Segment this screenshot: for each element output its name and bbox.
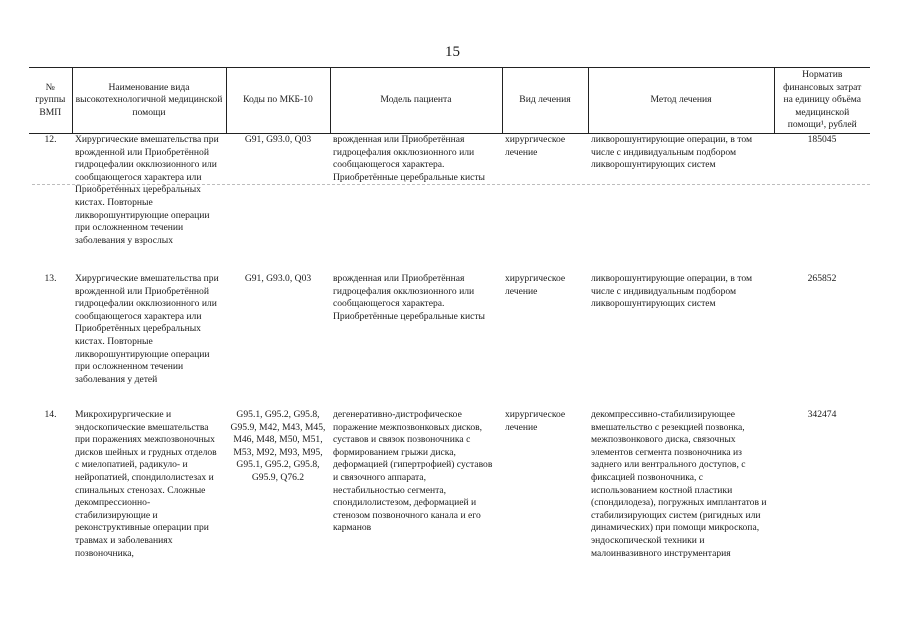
treatment-type: хирургическое лечение (505, 272, 566, 297)
header-method: Метод лечения (588, 68, 774, 134)
row-number: 14. (44, 408, 57, 420)
table-row (29, 133, 870, 273)
table-header-row (29, 68, 870, 134)
header-name: Наименование вида высокотехнологичной медицинской помощи (72, 68, 226, 134)
header-group: № группы ВМП (29, 68, 72, 134)
care-type-name: Хирургические вмешательства при врожденной или Приобретённой гидроцефалии окклюзионного или сообщающегося характера или Приобретённых церебральных кистах. Повторные ликворошунтирующие операции при осложненном течении заболевания у взрослых (75, 133, 219, 246)
table-row (29, 273, 870, 409)
cost-value: 185045 (807, 133, 837, 145)
row-number: 12. (44, 133, 57, 145)
patient-model: дегенеративно-дистрофическое поражение межпозвонковых дисков, суставов и связок позвоночника с формированием грыжи диска, деформацией (гипертрофией) суставов и связочного аппарата, нестабильностью сегмента, спондилолистезом, деформацией и стенозом позвоночного канала и его карманов (333, 408, 493, 534)
care-type-name: Микрохирургические и эндоскопические вмешательства при поражениях межпозвоночных дисков шейных и грудных отделов с миелопатией, радикуло- и нейропатией, спондилолистезах и спинальных стенозах. Сложные декомпрессионно-стабилизирующие и реконструктивные операции при травмах и заболеваниях позвоночника, (75, 408, 217, 559)
icd-codes: G91, G93.0, Q03 (244, 272, 312, 284)
cost-value: 342474 (807, 408, 837, 420)
header-model: Модель пациента (330, 68, 502, 134)
icd-codes: G91, G93.0, Q03 (244, 133, 312, 145)
treatment-type: хирургическое лечение (505, 133, 566, 158)
header-treatment-type: Вид лечения (502, 68, 588, 134)
cost-value: 265852 (807, 272, 837, 284)
page-number: 15 (445, 44, 460, 60)
treatment-type: хирургическое лечение (505, 408, 566, 433)
row-number: 13. (44, 272, 57, 284)
care-type-name: Хирургические вмешательства при врожденной или Приобретённой гидроцефалии окклюзионного или сообщающегося характера или Приобретённых церебральных кистах. Повторные ликворошунтирующие операции при осложненном течении заболевания у детей (75, 272, 219, 385)
scan-artifact-line (32, 184, 870, 185)
table-row (29, 409, 870, 569)
treatment-method: ликворошунтирующие операции, в том числе с индивидуальным подбором ликворошунтирующих систем (591, 133, 753, 171)
vmp-table (29, 67, 870, 569)
icd-codes: G95.1, G95.2, G95.8, G95.9, M42, M43, M45, M46, M48, M50, M51, M53, M92, M93, M95, G95.1, G95.2, G95.8, G95.9, Q76.2 (230, 408, 326, 483)
patient-model: врожденная или Приобретённая гидроцефалия окклюзионного или сообщающегося характера. Приобретённые церебральные кисты (333, 272, 485, 322)
header-cost: Норматив финансовых затрат на единицу объёма медицинской помощи¹, рублей (774, 68, 870, 134)
patient-model: врожденная или Приобретённая гидроцефалия окклюзионного или сообщающегося характера. Приобретённые церебральные кисты (333, 133, 485, 183)
treatment-method: декомпрессивно-стабилизирующее вмешательство с резекцией позвонка, межпозвонкового диска, связочных элементов сегмента позвоночника из заднего или вентрального доступов, с фиксацией позвоночника, с использованием костной пластики (спондилодеза), погружных имплантатов и стабилизирующих систем (ригидных или динамических) при помощи микроскопа, эндоскопической техники и малоинвазивного инструментария (591, 408, 767, 559)
treatment-method: ликворошунтирующие операции, в том числе с индивидуальным подбором ликворошунтирующих систем (591, 272, 753, 310)
header-codes: Коды по МКБ-10 (226, 68, 330, 134)
